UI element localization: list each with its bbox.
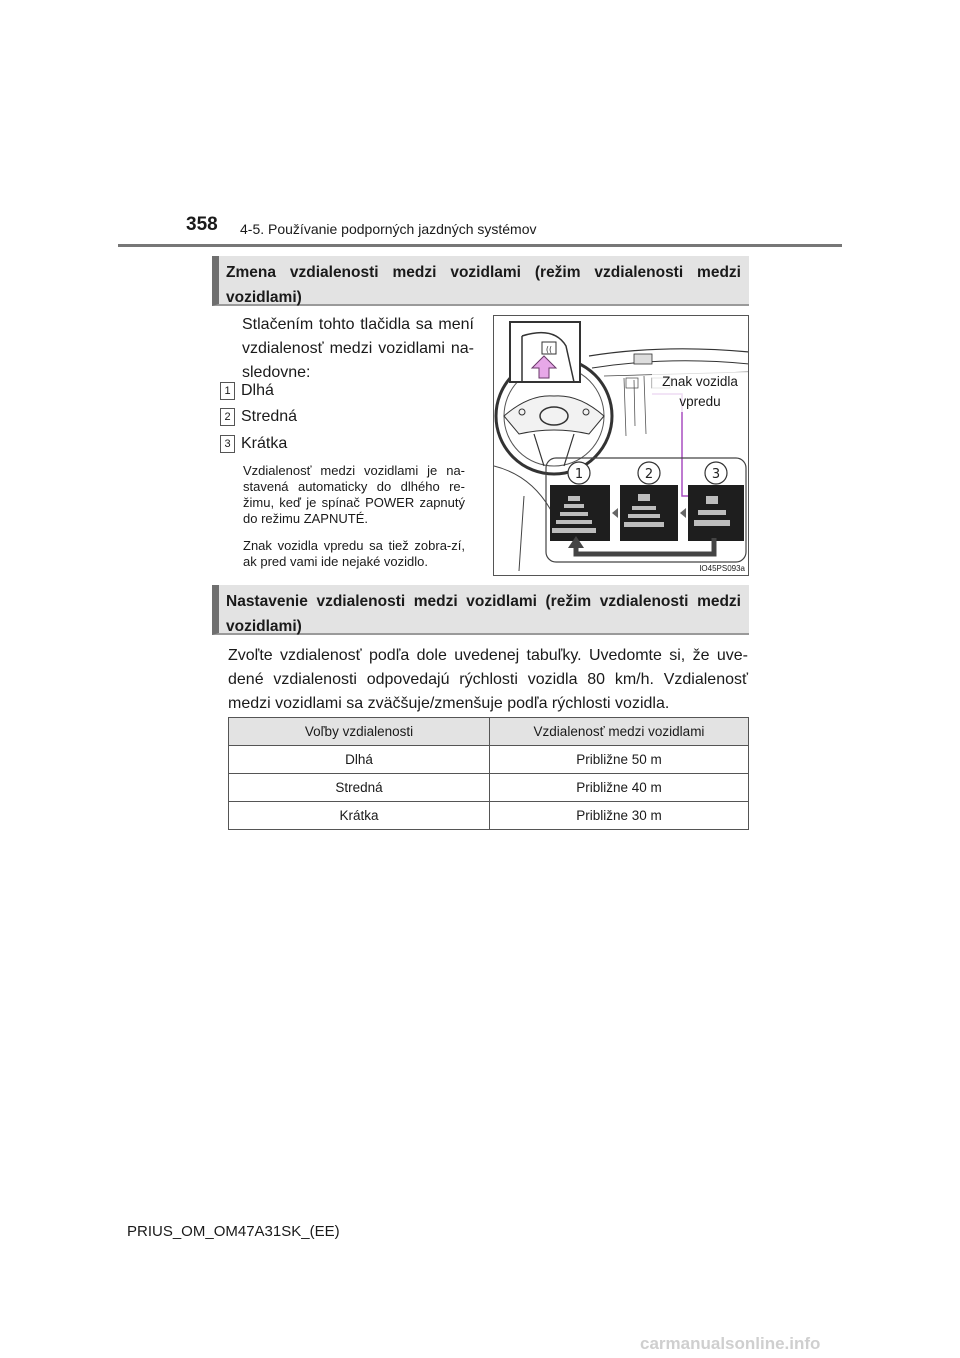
step-number-1: 1 [220, 382, 235, 400]
watermark: carmanualsonline.info [640, 1334, 821, 1353]
header-distance-options: Voľby vzdialenosti [229, 718, 490, 746]
distance-cell: Približne 40 m [490, 774, 749, 802]
option-cell: Krátka [229, 802, 490, 830]
page-number: 358 [186, 214, 218, 235]
list-item-long [220, 381, 274, 401]
table-row [229, 746, 749, 774]
list-item-medium [220, 407, 297, 427]
note-vehicle-ahead: Znak vozidla vpredu sa tiež zobra-zí, ak pred vami ide nejaké vozidlo. [243, 538, 465, 569]
document-id: PRIUS_OM_OM47A31SK_(EE) [127, 1223, 340, 1240]
vehicle-ahead-label: Znak vozidla vpredu [652, 372, 748, 412]
distance-switch-illustration [493, 315, 749, 576]
note-default-mode: Vzdialenosť medzi vozidlami je na-stavená automaticky do dlhého re-žimu, keď je spínač POWER zapnutý do režimu ZAPNUTÉ. [243, 463, 465, 526]
header-rule [118, 244, 842, 247]
section-heading-set-distance: Nastavenie vzdialenosti medzi vozidlami (režim vzdialenosti medzi vozidlami) [212, 585, 749, 635]
table-header-row [229, 718, 749, 746]
step-number-2: 2 [220, 408, 235, 426]
step-number-3: 3 [220, 435, 235, 453]
svg-text:((: (( [545, 345, 553, 354]
step-circle-1: 1 [574, 467, 584, 482]
list-item-short [220, 434, 287, 454]
header-vehicle-distance: Vzdialenosť medzi vozidlami [490, 718, 749, 746]
step-circle-2: 2 [644, 467, 654, 482]
intro-text: Stlačením tohto tlačidla sa mení vzdialenosť medzi vozidlami na-sledovne: [242, 316, 474, 381]
step-circle-3: 3 [711, 467, 721, 482]
distance-table [228, 717, 749, 830]
option-cell: Stredná [229, 774, 490, 802]
table-row [229, 774, 749, 802]
chapter-title: 4-5. Používanie podporných jazdných systémov [240, 221, 537, 237]
figure-code: IO45PS093a [699, 564, 745, 573]
distance-cell: Približne 50 m [490, 746, 749, 774]
table-row [229, 802, 749, 830]
list-item-label: Stredná [241, 408, 298, 425]
list-item-label: Dlhá [241, 382, 274, 399]
dashboard-drawing [494, 316, 749, 576]
section-heading-change-distance: Zmena vzdialenosti medzi vozidlami (režim vzdialenosti medzi vozidlami) [212, 256, 749, 306]
distance-explanation: Zvoľte vzdialenosť podľa dole uvedenej tabuľky. Uvedomte si, že uve-dené vzdialenosti odpovedajú rýchlosti vozidla 80 km/h. Vzdialenosť medzi vozidlami sa zväčšuje/zmenšuje podľa rýchlosti vozidla. [228, 647, 748, 712]
list-item-label: Krátka [241, 435, 288, 452]
distance-cell: Približne 30 m [490, 802, 749, 830]
option-cell: Dlhá [229, 746, 490, 774]
